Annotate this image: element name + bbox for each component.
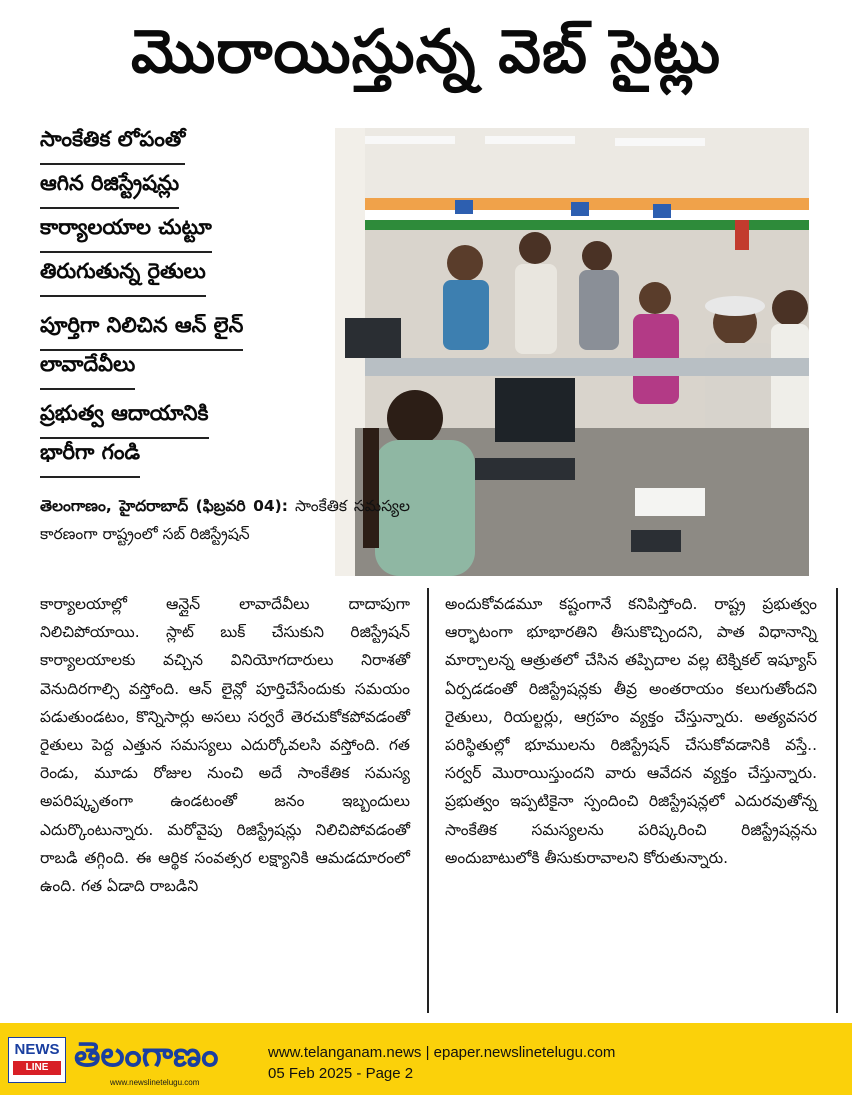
footer-urls[interactable]: www.telanganam.news | epaper.newslinetelugu.com [268,1044,616,1061]
subhead-8: భారీగా గండి [40,440,140,478]
footer-bar [0,1023,852,1095]
subhead-1: సాంకేతిక లోపంతో [40,127,185,165]
subhead-5: పూర్తిగా నిలిచిన ఆన్ లైన్ [40,313,243,351]
article-column-1 [40,492,410,548]
column-1-text: కార్యాలయాల్లో ఆన్లైన్ లావాదేవీలు దాదాపుగా నిలిచిపోయాయి. స్లాట్ బుక్ చేసుకుని రిజిస్ట్రేషన్ కార్యాలయాలకు వచ్చిన వినియోగదారులు నిరాశతో వెనుదిరగాల్సి వస్తోంది. ఆన్ లైన్లో పూర్తిచేసేందుకు సమయం పడుతుండటం, కొన్నిసార్లు అసలు సర్వరే తెరచుకోకపోవడంతో రైతులు పెద్ద ఎత్తున సమస్యలు ఎదుర్కోవలసి వస్తోంది. గత రెండు, మూడు రోజుల నుంచి అదే సాంకేతిక సమస్య అపరిష్కృతంగా ఉండటంతో జనం ఇబ్బందులు ఎదుర్కొంటున్నారు. మరోవైపు రిజిస్ట్రేషన్లు నిలిచిపోవడంతో రాబడి తగ్గింది. ఈ ఆర్థిక సంవత్సర లక్ష్యానికి ఆమడదూరంలో ఉంది. గత ఏడాది రాబడిని [40,595,410,896]
dateline: తెలంగాణం, హైదరాబాద్ (ఫిబ్రవరి 04): [40,497,288,515]
column-divider [427,588,429,1013]
right-edge-rule [836,588,838,1013]
newsline-logo [8,1037,66,1083]
subhead-3: కార్యాలయాల చుట్టూ [40,215,212,253]
brand-site: www.newslinetelugu.com [110,1078,200,1087]
subhead-6: లావాదేవీలు [40,352,135,390]
article-column-1-body [40,590,410,900]
subhead-4: తిరుగుతున్న రైతులు [40,259,206,297]
logo-line-text: LINE [13,1061,61,1075]
column-1-lead: సాంకేతిక సమస్యల కారణంగా రాష్ట్రంలో సబ్ రిజిస్ట్రేషన్ [40,497,410,544]
article-column-2 [445,590,817,872]
telanganam-brand: తెలంగాణం [74,1035,219,1075]
headline: మొరాయిస్తున్న వెబ్ సైట్లు [130,17,722,87]
column-2-text: అందుకోవడమూ కష్టంగానే కనిపిస్తోంది. రాష్ట్ర ప్రభుత్వం ఆర్భాటంగా భూభారతిని తీసుకొచ్చిందని, పాత విధానాన్ని మార్చాలన్న ఆత్రుతలో చేసిన తప్పిదాల వల్ల టెక్నికల్ ఇష్యూస్ ఏర్పడడంతో రిజిస్ట్రేషన్లకు తీవ్ర అంతరాయం కలుగుతోందని రైతులు, రియల్టర్లు, ఆగ్రహం వ్యక్తం చేస్తున్నారు. అత్యవసర పరిస్థితుల్లో భూములను రిజిస్ట్రేషన్ చేసుకోవడానికి వస్తే.. సర్వర్ మొరాయిస్తుందని వారు ఆవేదన వ్యక్తం చేస్తున్నారు. ప్రభుత్వం ఇప్పటికైనా స్పందించి రిజిస్ట్రేషన్లలో ఎదురవుతోన్న సాంకేతిక సమస్యలను పరిష్కరించి రిజిస్ట్రేషన్లను అందుబాటులోకి తీసుకురావాలని కోరుతున్నారు. [445,595,817,867]
footer-date-page: 05 Feb 2025 - Page 2 [268,1065,414,1082]
subhead-7: ప్రభుత్వ ఆదాయానికి [40,401,209,439]
subhead-2: ఆగిన రిజిస్ట్రేషన్లు [40,171,179,209]
logo-news-text: NEWS [14,1041,60,1058]
